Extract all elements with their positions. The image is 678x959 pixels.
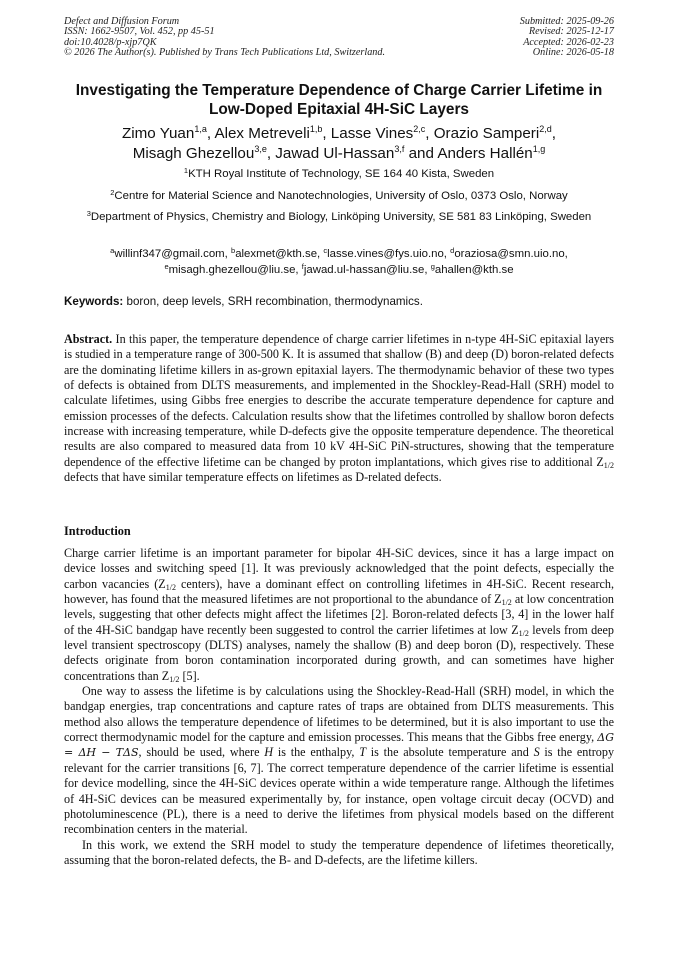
affiliation-text: Department of Physics, Chemistry and Biology, Linköping University, SE 581 83 Linköping, Sweden <box>90 211 592 223</box>
author-name: Misagh Ghezellou <box>132 145 255 162</box>
text-run: Charge carrier lifetime is an important parameter for bipolar 4H-SiC devices, since it has a large impact on device losses and switching speed [1]. It was previously acknowledged that the point defects, especially the carbon vacancies (Z <box>64 546 614 591</box>
text-run: centers), have a dominant effect on controlling lifetimes in 4H-SiC. Recent research, however, has found that the measured lifetimes are not proportional to the abundance of Z <box>64 576 614 607</box>
author-name: Lasse Vines <box>330 125 414 142</box>
subscript: 1/2 <box>518 628 529 638</box>
email-label: e <box>164 261 169 271</box>
email-label: a <box>110 246 115 255</box>
subscript: 1/2 <box>169 674 180 684</box>
author-affil: 1,a <box>194 124 207 134</box>
header-left <box>64 17 385 59</box>
author-affil: 1,b <box>309 124 323 134</box>
online-date: Online: 2026-05-18 <box>532 47 614 59</box>
text-run: is the enthalpy, <box>273 745 360 760</box>
email-label: b <box>231 246 236 255</box>
author-name: Alex Metreveli <box>214 125 310 142</box>
text-run: is the entropy relevant for the carrier transitions [6, 7]. The correct temperature dependence of the carrier lifetime is essential for device modelling, since the 4H-SiC devices operate within a wide temperature range. Although the lifetimes of 4H-SiC devices can be measured experimentally by, for instance, open voltage circuit decay (OCVD) and photoluminescence (PL), there is a need to derive the lifetimes from physical models based on the different recombination centers in the material. <box>64 745 615 837</box>
math-symbol: T <box>359 745 366 760</box>
email-label: d <box>450 246 455 255</box>
journal-name: Defect and Diffusion Forum <box>64 16 180 27</box>
subscript: 1/2 <box>501 598 512 608</box>
introduction-body <box>64 546 614 868</box>
math-symbol: S <box>533 745 540 760</box>
text-run: levels from deep level transient spectroscopy (DLTS) analyses, namely the shallow (B) and deep boron (D), respectively. These defects originate from boron contamination incorporated during growth, and can sometimes have higher concentrations than Z <box>64 622 614 683</box>
author-name: Jawad Ul-Hassan <box>275 145 395 162</box>
accepted-date: Accepted: 2026-02-23 <box>523 36 614 48</box>
subscript: 1/2 <box>603 460 614 470</box>
subscript: 1/2 <box>165 582 176 592</box>
title-line-1: Investigating the Temperature Dependence of Charge Carrier Lifetime in <box>75 82 603 99</box>
affiliation-text: KTH Royal Institute of Technology, SE 164 40 Kista, Sweden <box>188 168 495 180</box>
copyright: © 2026 The Author(s). Published by Trans Tech Publications Ltd, Switzerland. <box>64 47 386 59</box>
abstract-label: Abstract. <box>64 332 113 346</box>
email-address[interactable]: jawad.ul-hassan@liu.se <box>303 263 425 276</box>
issn: ISSN: 1662-9507, Vol. 452, pp 45-51 <box>64 26 215 38</box>
paragraph <box>64 684 614 837</box>
math-symbol: H <box>264 745 274 760</box>
affiliation-3 <box>60 210 618 226</box>
author-affil: 3,f <box>394 144 405 154</box>
abstract <box>64 332 614 485</box>
email-address[interactable]: oraziosa@smn.uio.no <box>454 248 565 260</box>
affiliation-text: Centre for Material Science and Nanotechnologies, University of Oslo, 0373 Oslo, Norway <box>114 190 568 202</box>
email-address[interactable]: willinf347@gmail.com <box>114 248 225 260</box>
email-address[interactable]: ahallen@kth.se <box>434 263 514 276</box>
keywords <box>64 294 616 309</box>
abstract-text-tail: defects that have similar temperature effects on lifetimes as D-related defects. <box>64 470 442 485</box>
email-address[interactable]: alexmet@kth.se <box>235 248 318 260</box>
doi[interactable]: doi:10.4028/p-xjp7QK <box>64 36 157 48</box>
paragraph <box>64 546 614 684</box>
author-conjunction: and <box>408 145 434 162</box>
affiliation-2 <box>60 189 618 205</box>
email-label: f <box>301 261 304 271</box>
revised-date: Revised: 2025-12-17 <box>528 26 614 38</box>
email-list: $^a$willinf347@gmail.com, $^b$alexmet@kth.se, $^c$lasse.vines@fys.uio.no, $^d$oraziosa@smn.uio.no, $^e$misagh.ghezellou@liu.se, $^f$jawad.ul-hassan@liu.se, $^g$ahallen@kth.se <box>110 246 568 276</box>
text-run: [5]. <box>179 668 200 683</box>
affiliation-number: 1 <box>183 166 189 175</box>
author-affil: 1,g <box>532 144 546 154</box>
section-heading-introduction: Introduction <box>64 524 131 538</box>
email-label: g <box>430 261 435 271</box>
keywords-label: Keywords: <box>64 295 124 308</box>
title-line-2: Low-Doped Epitaxial 4H-SiC Layers <box>209 101 469 118</box>
email-address[interactable]: misagh.ghezellou@liu.se <box>168 263 296 276</box>
affiliation-number: 2 <box>110 188 115 197</box>
author-affil: 2,d <box>539 124 552 134</box>
author-name: Zimo Yuan <box>122 125 195 142</box>
text-run: at low concentration levels, suggesting that other defects might affect the lifetimes [2]. Boron-related defects [3, 4] in the lower half of the 4H-SiC bandgap have recently been suggested to control the carrier lifetimes at low Z <box>64 592 614 637</box>
author-affil: 2,c <box>413 124 426 134</box>
keywords-text: boron, deep levels, SRH recombination, thermodynamics. <box>126 295 423 308</box>
affiliation-number: 3 <box>86 209 91 218</box>
header-right <box>520 17 614 59</box>
text-run: is the absolute temperature and <box>365 745 534 760</box>
affiliation-1 <box>60 167 618 183</box>
paragraph: In this work, we extend the SRH model to study the temperature dependence of lifetimes theoretically, assuming that the boron-related defects, the B- and D-defects, are the lifetime killers. <box>64 837 614 867</box>
abstract-text: In this paper, the temperature dependence of charge carrier lifetimes in n-type 4H-SiC epitaxial layers is studied in a temperature range of 300-500 K. It is assumed that shallow (B) and deep (D) boron-related defects are the dominating lifetime killers in as-grown epitaxial layers. The thermodynamic behavior of these two types of defects is obtained from DLTS measurements, and implemented in the Shockley-Read-Hall (SRH) model to calculate lifetimes, using Gibbs free energies to describe the accurate temperature dependence for capture and emission processes of the defects. Calculation results show that the lifetimes controlled by shallow boron defects increase with increasing temperature, while D-defects give the opposite temperature dependence. The theoretical results are also compared to measured data from 10 kV 4H-SiC PiN-structures, showing that the temperature dependence of the effective lifetime can be changed by proton implantations, which gives rise to additional Z <box>64 332 614 469</box>
email-address[interactable]: lasse.vines@fys.uio.no <box>327 248 444 260</box>
paper-title <box>40 81 638 119</box>
text-run: One way to assess the lifetime is by calculations using the Shockley-Read-Hall (SRH) model, in which the bandgap energies, trap concentrations and capture rates of traps are obtained from DLTS measurements. This method also allows the temperature dependence of lifetimes to be determined, but it is also important to use the correct thermodynamic model for the capture and emission processes. This means that the Gibbs free energy, <box>64 684 614 745</box>
submitted-date: Submitted: 2025-09-26 <box>519 16 614 27</box>
gibbs-equation: ΔG = ΔH − TΔS <box>64 731 614 760</box>
author-list: Zimo Yuan$^{1,a}$, Alex Metreveli$^{1,b}$, Lasse Vines$^{2,c}$, Orazio Samperi$^{2,d}$, Misagh Ghezellou$^{3,e}$, Jawad Ul-Hassan$^{3,f}$ and Anders Hallén$^{1,g}$ <box>122 124 556 162</box>
author-name: Anders Hallén <box>437 145 533 162</box>
author-name: Orazio Samperi <box>433 125 540 142</box>
author-affil: 3,e <box>254 144 267 154</box>
email-label: c <box>323 246 328 255</box>
text-run: , should be used, where <box>138 745 265 760</box>
